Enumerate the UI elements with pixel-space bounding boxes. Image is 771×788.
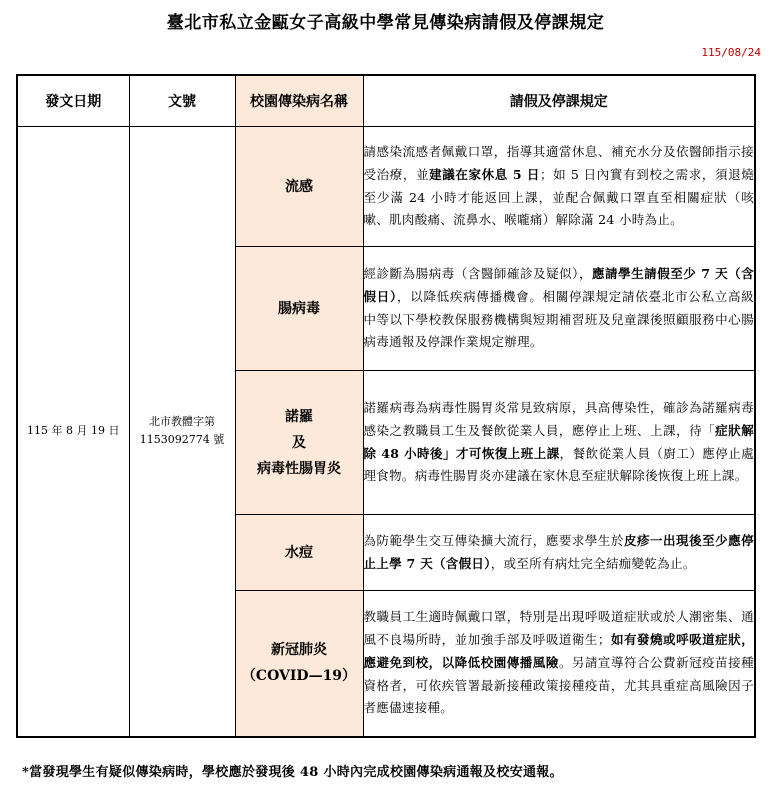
table-header-row xyxy=(17,75,755,127)
disease-name-flu xyxy=(235,127,363,247)
rule-emphasis: 應請學生請假至少 7 天（含假日） xyxy=(363,265,754,304)
rule-emphasis: 皮疹一出現後至少應停止上學 7 天（含假日） xyxy=(363,532,754,571)
disease-label: 諾羅 xyxy=(285,408,313,425)
disease-name-chickenpox xyxy=(235,515,363,591)
table-row-flu xyxy=(17,127,755,247)
rule-text: 諾羅病毒為病毒性腸胃炎常見致病原，具高傳染性，確診為諾羅病毒感染之教職員工生及餐飲從業人員，應停止上班、上課，待「 xyxy=(363,399,754,438)
disease-label: 新冠肺炎 xyxy=(271,642,327,659)
disease-name-covid xyxy=(235,591,363,737)
rule-text: ，餐飲從業人員（廚工）應停止處理食物。病毒性腸胃炎亦建議在家休息至症狀解除後恢復上班上課。 xyxy=(363,445,754,484)
rule-flu xyxy=(363,127,755,247)
disease-name-norovirus xyxy=(235,371,363,515)
disease-label: 水痘 xyxy=(285,544,313,561)
rule-norovirus xyxy=(363,371,755,515)
rule-text: 經診斷為腸病毒（含醫師確診及疑似）， xyxy=(363,265,592,281)
disease-label: 及 xyxy=(292,434,306,451)
rule-emphasis: 建議在家休息 5 日 xyxy=(429,166,540,182)
disease-label: （COVID—19） xyxy=(241,668,357,685)
rule-text: ；如 5 日內實有到校之需求，須退燒至少滿 24 小時才能返回上課，並配合佩戴口罩直至相關症狀（咳嗽、肌肉酸痛、流鼻水、喉嚨痛）解除滿 24 小時為止。 xyxy=(363,166,754,228)
header-issue-date: 發文日期 xyxy=(17,75,129,127)
page-title: 臺北市私立金甌女子高級中學常見傳染病請假及停課規定 xyxy=(166,13,605,33)
disease-label: 腸病毒 xyxy=(278,300,320,317)
disease-label: 流感 xyxy=(285,178,313,195)
rule-text: 請感染流感者佩戴口罩，指導其適當休息、補充水分及依醫師指示接受治療，並 xyxy=(363,143,754,182)
doc-no-cell xyxy=(129,127,235,737)
rule-text: 。另請宣導符合公費新冠疫苗接種資格者，可依疾管署最新接種政策接種疫苗，尤其具重症高風險因子者應儘速接種。 xyxy=(363,654,754,716)
rule-emphasis: 如有發燒或呼吸道症狀，應避免到校，以降低校園傳播風險 xyxy=(363,632,754,670)
footer-note: *當發現學生有疑似傳染病時，學校應於發現後 48 小時內完成校園傳染病通報及校安通報。 xyxy=(22,765,563,780)
header-rule: 請假及停課規定 xyxy=(363,75,755,127)
issue-date-cell xyxy=(17,127,129,737)
rule-text: 為防範學生交互傳染擴大流行，應要求學生於 xyxy=(363,532,624,548)
rule-covid xyxy=(363,591,755,737)
issue-date-text: 115 年 8 月 19 日 xyxy=(27,424,120,438)
rule-text: ，以降低疾病傳播機會。相關停課規定請依臺北市公私立高級中等以下學校教保服務機構與短期補習班及兒童課後照顧服務中心腸病毒通報及停課作業規定辦理。 xyxy=(363,288,754,350)
rule-chickenpox xyxy=(363,515,755,591)
rule-text: 教職員工生適時佩戴口罩，特別是出現呼吸道症狀或於人潮密集、通風不良場所時，並加強手部及呼吸道衛生； xyxy=(363,609,754,648)
document-date: 115/08/24 xyxy=(701,46,761,59)
regulations-table xyxy=(16,74,756,738)
doc-no-line2: 1153092774 號 xyxy=(139,433,225,447)
rule-emphasis: 症狀解除 48 小時後」才可恢復上班上課 xyxy=(363,422,754,461)
header-doc-no: 文號 xyxy=(129,75,235,127)
rule-text: ，或至所有病灶完全結痂變乾為止。 xyxy=(490,555,696,571)
disease-name-enterovirus xyxy=(235,247,363,371)
header-disease: 校園傳染病名稱 xyxy=(235,75,363,127)
doc-no-line1: 北市教體字第 xyxy=(149,415,215,429)
disease-label: 病毒性腸胃炎 xyxy=(257,460,341,477)
rule-enterovirus xyxy=(363,247,755,371)
